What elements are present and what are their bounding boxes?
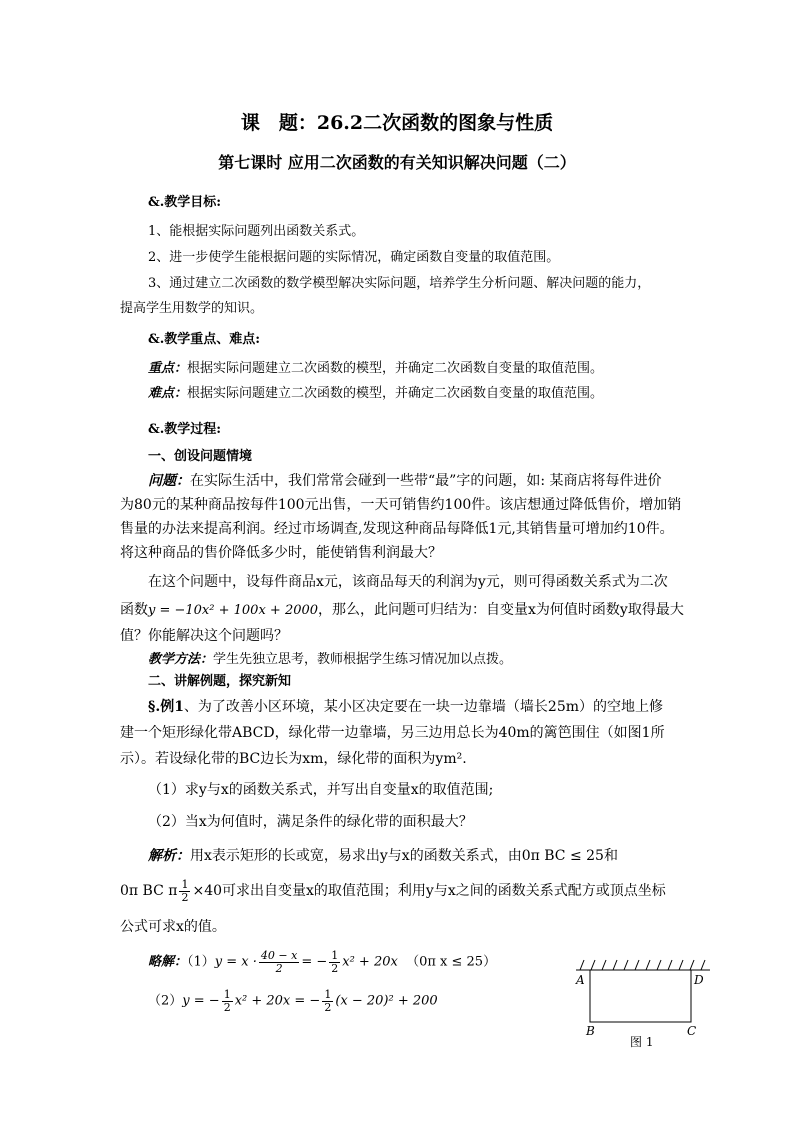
question-1: （1）求y与x的函数关系式，并写出自变量x的取值范围; bbox=[148, 782, 494, 798]
key-point-line bbox=[148, 362, 603, 375]
para2-line-3: 值？你能解决这个问题吗？ bbox=[120, 628, 288, 644]
analysis-label: 解析： bbox=[148, 848, 190, 864]
example-line-1: §.例1、为了改善小区环境，某小区决定要在一块一边靠墙（墙长25m）的空地上修 bbox=[148, 699, 664, 715]
method-text: 学生先独立思考，教师根据学生练习情况加以点拨。 bbox=[213, 652, 513, 667]
difficult-point-label: 难点： bbox=[148, 386, 188, 401]
analysis-line-2: 0π BC π $\frac{1}{2}$ ×40可求出自变量x的取值范围；利用y与x之间的函数关系式配方或顶点坐标 bbox=[120, 878, 666, 904]
analysis-line-1: 解析：用x表示矩形的长或宽，易求出y与x的函数关系式，由0π BC ≤ 25和 bbox=[148, 848, 618, 864]
section-2-heading: 二、讲解例题，探究新知 bbox=[148, 674, 292, 689]
analysis-fraction: $\frac{1}{2}$ bbox=[181, 878, 189, 904]
problem-line-1: 问题：在实际生活中，我们常常会碰到一些带“最”字的问题，如: 某商店将每件进价 bbox=[148, 473, 662, 489]
solution-line-1: 略解：（1）y = x · $\frac{40 - x}{2}$ = − $\frac{1}{2}$ x² + 20x （0π x ≤ 25） bbox=[148, 949, 497, 975]
question-2: （2）当x为何值时，满足条件的绿化带的面积最大？ bbox=[148, 814, 473, 830]
analysis-line-3: 公式可求x的值。 bbox=[120, 919, 226, 935]
process-heading: &.教学过程: bbox=[148, 422, 222, 437]
problem-line-3: 售量的办法来提高利润。经过市场调查,发现这种商品每降低1元,其销售量可增加约10件。 bbox=[120, 521, 674, 537]
goal-item-3: 3、通过建立二次函数的数学模型解决实际问题，培养学生分析问题、解决问题的能力， bbox=[148, 276, 651, 291]
keypoints-heading: &.教学重点、难点: bbox=[148, 332, 261, 347]
para2-line-2: 函数y = −10x² + 100x + 2000，那么，此问题可归结为：自变量x为何值时函数y取得最大 bbox=[120, 602, 684, 618]
example-line-3: 示）。若设绿化带的BC边长为xm，绿化带的面积为ym². bbox=[120, 751, 467, 767]
page-title: 课 题：26.2二次函数的图象与性质 bbox=[240, 112, 554, 134]
page-subtitle: 第七课时 应用二次函数的有关知识解决问题（二） bbox=[218, 153, 576, 172]
key-point-text: 根据实际问题建立二次函数的模型，并确定二次函数自变量的取值范围。 bbox=[187, 361, 604, 376]
rectangle-abcd bbox=[590, 970, 691, 1022]
label-a: A bbox=[576, 973, 585, 987]
solution-label: 略解： bbox=[148, 954, 188, 970]
goal-item-3-cont: 提高学生用数学的知识。 bbox=[120, 301, 264, 316]
solution-line-2: （2）y = − $\frac{1}{2}$ x² + 20x = − $\frac{1}{2}$ (x − 20)² + 200 bbox=[148, 988, 438, 1014]
label-d: D bbox=[694, 973, 704, 987]
goal-item-2: 2、进一步使学生能根据问题的实际情况，确定函数自变量的取值范围。 bbox=[148, 250, 560, 265]
label-b: B bbox=[586, 1024, 595, 1038]
problem-line-2: 为80元的某种商品按每件100元出售，一天可销售约100件。该店想通过降低售价，增加销 bbox=[120, 497, 682, 513]
difficult-point-line bbox=[148, 387, 603, 400]
figure-caption: 图 1 bbox=[630, 1035, 654, 1049]
method-line bbox=[148, 653, 512, 666]
example-label: §.例1 bbox=[148, 699, 184, 715]
problem-label: 问题： bbox=[148, 473, 190, 489]
section-1-heading: 一、创设问题情境 bbox=[148, 449, 253, 464]
para2-line-1: 在这个问题中，设每件商品x元，该商品每天的利润为y元，则可得函数关系式为二次 bbox=[148, 574, 668, 590]
key-point-label: 重点： bbox=[148, 361, 188, 376]
difficult-point-text: 根据实际问题建立二次函数的模型，并确定二次函数自变量的取值范围。 bbox=[187, 386, 604, 401]
problem-line-4: 将这种商品的售价降低多少时，能使销售利润最大？ bbox=[120, 545, 442, 561]
figure-1-diagram bbox=[570, 955, 715, 1055]
quadratic-formula: y = −10x² + 100x + 2000 bbox=[148, 603, 319, 618]
example-line-2: 建一个矩形绿化带ABCD，绿化带一边靠墙，另三边用总长为40m的篱笆围住（如图1所 bbox=[120, 725, 665, 741]
goals-heading: &.教学目标: bbox=[148, 195, 222, 210]
wall-hatching bbox=[576, 960, 710, 970]
label-c: C bbox=[687, 1024, 697, 1038]
method-label: 教学方法： bbox=[148, 652, 214, 667]
goal-item-1: 1、能根据实际问题列出函数关系式。 bbox=[148, 224, 365, 239]
